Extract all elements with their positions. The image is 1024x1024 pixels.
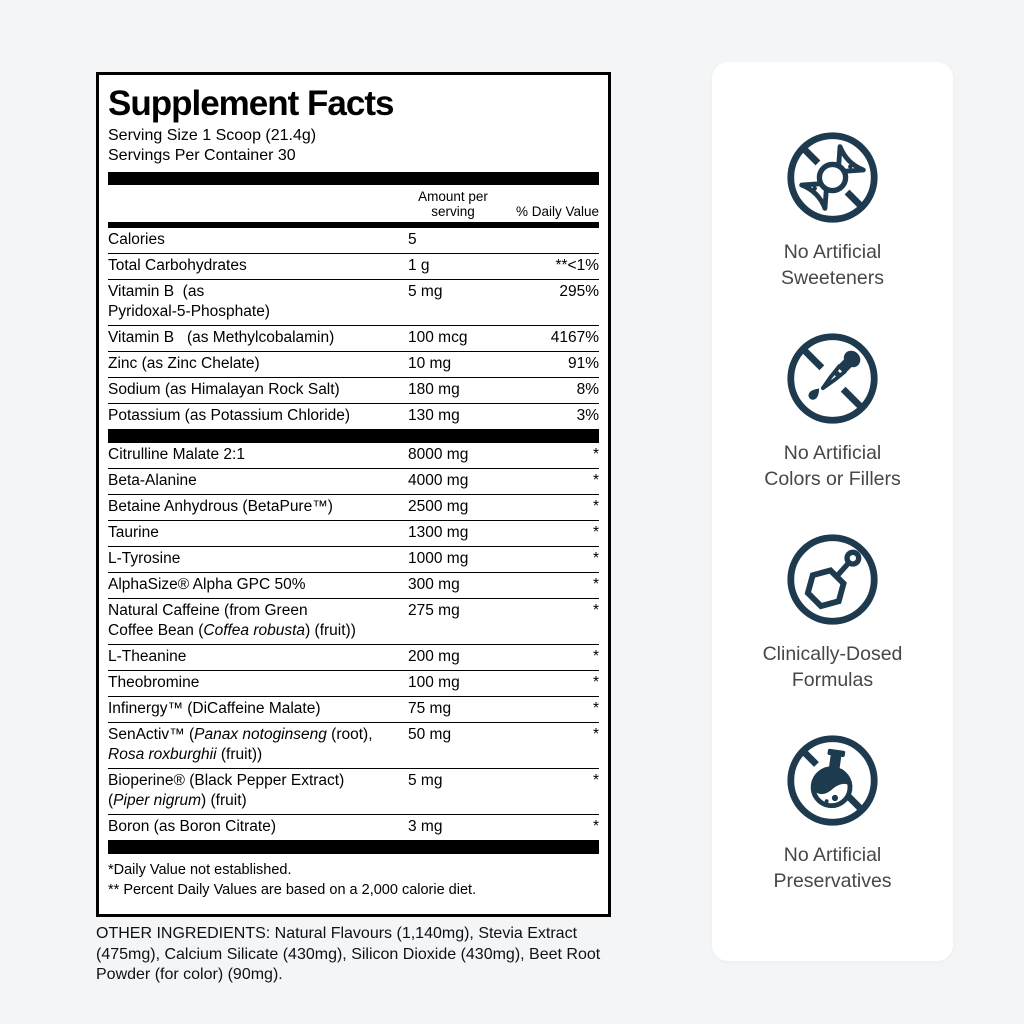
- table-row: [108, 645, 599, 671]
- ingredient-amount: 100 mcg: [408, 329, 468, 347]
- ingredient-daily-value: 3%: [576, 407, 599, 425]
- supplement-table: [108, 228, 599, 854]
- table-row: [108, 404, 599, 430]
- ingredient-amount: 200 mg: [408, 648, 460, 666]
- table-row: [108, 378, 599, 404]
- ingredient-amount: 180 mg: [408, 381, 460, 399]
- ingredient-daily-value: *: [592, 674, 599, 692]
- ingredient-daily-value: 4167%: [550, 329, 599, 347]
- ingredient-daily-value: *: [592, 550, 599, 568]
- table-row: [108, 352, 599, 378]
- footnote-dv: *Daily Value not established.: [108, 862, 292, 879]
- ingredient-daily-value: *: [592, 498, 599, 516]
- ingredient-amount: 100 mg: [408, 674, 460, 692]
- table-row: [108, 228, 599, 254]
- table-row: [108, 599, 599, 645]
- ingredient-name: Bioperine® (Black Pepper Extract) (Piper nigrum) (fruit): [108, 772, 345, 810]
- badge-label: No Artificial Sweeteners: [781, 241, 884, 289]
- ingredient-amount: 1000 mg: [408, 550, 469, 568]
- ingredient-name: L-Tyrosine: [108, 550, 181, 568]
- ingredient-daily-value: *: [592, 602, 599, 620]
- ingredient-amount: 75 mg: [408, 700, 452, 718]
- table-row: [108, 469, 599, 495]
- ingredient-name: Theobromine: [108, 674, 200, 692]
- ingredient-daily-value: 8%: [576, 381, 599, 399]
- table-row: [108, 547, 599, 573]
- supplement-facts-column: [96, 72, 611, 986]
- table-row: [108, 573, 599, 599]
- ingredient-amount: 3 mg: [408, 818, 443, 836]
- table-row: [108, 495, 599, 521]
- ingredient-name: Citrulline Malate 2:1: [108, 446, 245, 464]
- table-row: [108, 769, 599, 815]
- ingredient-daily-value: 295%: [559, 283, 599, 301]
- ingredient-daily-value: *: [592, 524, 599, 542]
- ingredient-amount: 8000 mg: [408, 446, 469, 464]
- ingredient-amount: 4000 mg: [408, 472, 469, 490]
- table-row: [108, 671, 599, 697]
- column-header-spacer: [108, 189, 394, 219]
- ingredient-name: Vitamin B (as Pyridoxal-5-Phosphate): [108, 283, 270, 321]
- table-row: [108, 254, 599, 280]
- ingredient-daily-value: *: [592, 576, 599, 594]
- serving-info: [108, 126, 599, 166]
- separator-bar-thick: [108, 172, 599, 185]
- footnote-percent: ** Percent Daily Values are based on a 2,000 calorie diet.: [108, 882, 477, 899]
- feature-badges-card: [712, 62, 953, 961]
- badge-no-artificial-colors: [764, 330, 901, 492]
- ingredient-amount: 275 mg: [408, 602, 460, 620]
- table-row: [108, 723, 599, 769]
- ingredient-name: Infinergy™ (DiCaffeine Malate): [108, 700, 321, 718]
- ingredient-daily-value: *: [592, 446, 599, 464]
- ingredient-amount: 5 mg: [408, 772, 443, 790]
- ingredient-amount: 5: [408, 231, 417, 249]
- ingredient-name: Beta-Alanine: [108, 472, 197, 490]
- ingredient-amount: 50 mg: [408, 726, 452, 744]
- servings-per-container: Servings Per Container 30: [108, 147, 296, 165]
- no-artificial-preservatives-icon: [784, 732, 881, 829]
- ingredient-daily-value: **<1%: [555, 257, 599, 275]
- ingredient-name: L-Theanine: [108, 648, 187, 666]
- table-row: [108, 697, 599, 723]
- badge-label: No Artificial Preservatives: [773, 844, 892, 892]
- ingredient-daily-value: *: [592, 818, 599, 836]
- table-row: [108, 443, 599, 469]
- table-row: [108, 280, 599, 326]
- ingredient-daily-value: *: [592, 772, 599, 790]
- ingredient-name: Taurine: [108, 524, 159, 542]
- ingredient-amount: 2500 mg: [408, 498, 469, 516]
- ingredient-daily-value: *: [592, 472, 599, 490]
- column-header-amount: Amount per serving: [418, 189, 488, 220]
- ingredient-name: Calories: [108, 231, 165, 249]
- ingredient-name: Betaine Anhydrous (BetaPure™): [108, 498, 333, 516]
- badge-label: No Artificial Colors or Fillers: [764, 442, 901, 490]
- ingredient-daily-value: *: [592, 700, 599, 718]
- badge-no-artificial-sweeteners: [781, 129, 884, 291]
- ingredient-amount: 130 mg: [408, 407, 460, 425]
- serving-size: Serving Size 1 Scoop (21.4g): [108, 127, 317, 145]
- ingredient-name: Vitamin B (as Methylcobalamin): [108, 329, 335, 347]
- supplement-facts-panel: [96, 72, 611, 917]
- ingredient-daily-value: [510, 230, 599, 250]
- table-row: [108, 815, 599, 841]
- separator-bar-thick: [108, 841, 599, 854]
- no-artificial-colors-icon: [784, 330, 881, 427]
- other-ingredients-text: OTHER INGREDIENTS: Natural Flavours (1,140mg), Stevia Extract (475mg), Calcium Silicate (430mg), Silicon Dioxide (430mg), Beet Root Powder (for color) (90mg).: [96, 925, 601, 984]
- ingredient-daily-value: *: [592, 726, 599, 744]
- badge-label: Clinically-Dosed Formulas: [762, 643, 903, 691]
- table-row: [108, 326, 599, 352]
- ingredient-name: Potassium (as Potassium Chloride): [108, 407, 351, 425]
- ingredient-amount: 10 mg: [408, 355, 452, 373]
- separator-bar-thick: [108, 430, 599, 443]
- ingredient-amount: 300 mg: [408, 576, 460, 594]
- ingredient-daily-value: *: [592, 648, 599, 666]
- ingredient-amount: 1 g: [408, 257, 430, 275]
- ingredient-amount: 5 mg: [408, 283, 443, 301]
- panel-title: Supplement Facts: [108, 84, 394, 123]
- ingredient-amount: 1300 mg: [408, 524, 469, 542]
- no-artificial-sweeteners-icon: [784, 129, 881, 226]
- ingredient-name: SenActiv™ (Panax notoginseng (root), Rosa roxburghii (fruit)): [108, 726, 373, 764]
- table-row: [108, 521, 599, 547]
- badge-no-artificial-preservatives: [773, 732, 891, 894]
- ingredient-name: Zinc (as Zinc Chelate): [108, 355, 260, 373]
- ingredient-name: AlphaSize® Alpha GPC 50%: [108, 576, 306, 594]
- ingredient-daily-value: 91%: [567, 355, 599, 373]
- ingredient-name: Sodium (as Himalayan Rock Salt): [108, 381, 340, 399]
- column-headers: [108, 185, 599, 222]
- ingredient-name: Boron (as Boron Citrate): [108, 818, 276, 836]
- footnotes: [108, 854, 599, 904]
- ingredient-name: Natural Caffeine (from Green Coffee Bean (Coffea robusta) (fruit)): [108, 602, 356, 640]
- clinically-dosed-icon: [784, 531, 881, 628]
- ingredient-name: Total Carbohydrates: [108, 257, 247, 275]
- badge-clinically-dosed: [763, 531, 903, 693]
- column-header-daily-value: % Daily Value: [515, 204, 599, 220]
